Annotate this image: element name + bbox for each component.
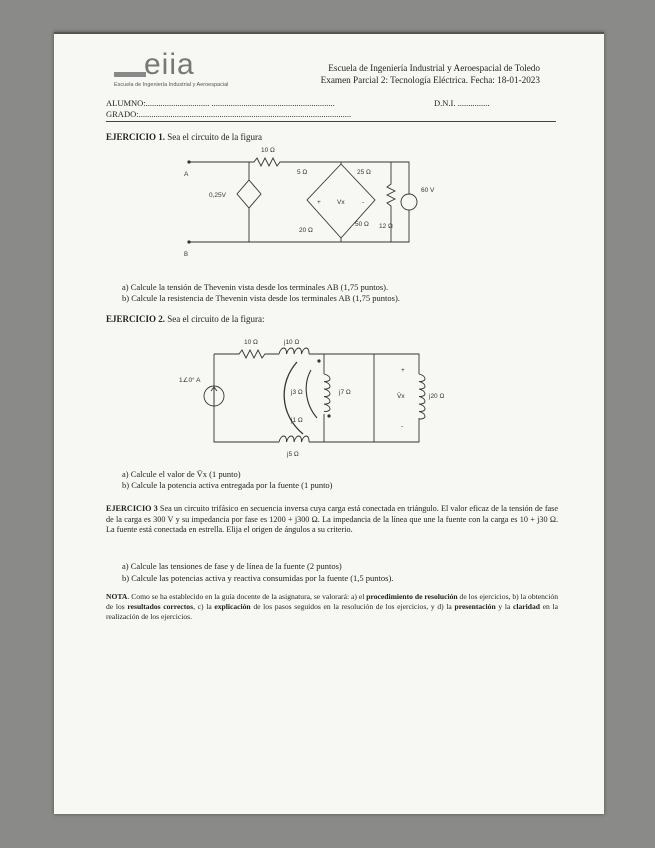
ex2-label-j7: j7 Ω [339, 389, 351, 396]
exam-sheet [54, 32, 604, 814]
ex1-label-12ohm: 12 Ω [379, 223, 393, 230]
ex3-text: Sea un circuito trifásico en secuencia inversa cuya carga está conectada en triángulo. El valor eficaz de la tensión de fase de la carga es 300 V y su impedancia por fase es 1200 + j300 Ω. La impedancia de la línea que une la fuente con la carga es 10 + j30 Ω. La fuente está conectada en estrella. Elija el origen de ángulos a su criterio. [106, 504, 558, 534]
ex1-question-b: b) Calcule la resistencia de Thevenin vista desde los terminales AB (1,75 puntos). [122, 293, 400, 303]
ex2-label-10ohm: 10 Ω [244, 339, 258, 346]
ex1-vx-plus: + [317, 199, 321, 206]
header-divider [106, 121, 556, 122]
ex2-question-b: b) Calcule la potencia activa entregada por la fuente (1 punto) [122, 480, 333, 490]
dni-line: D.N.I. ............... [434, 98, 490, 108]
ex1-question-a: a) Calcule la tensión de Thevenin vista desde los terminales AB (1,75 puntos). [122, 282, 389, 292]
ex1-node-a: A [184, 171, 189, 178]
ex2-vx-minus: - [401, 423, 404, 430]
ex1-circuit [179, 142, 439, 258]
ex1-label-60v: 60 V [421, 187, 435, 194]
exam-info: Examen Parcial 2: Tecnología Eléctrica. Fecha: 18-01-2023 [320, 75, 540, 85]
ex2-title: EJERCICIO 2. Sea el circuito de la figura: [106, 314, 265, 324]
ex2-label-j20: j20 Ω [429, 393, 445, 400]
ex1-vx-minus: - [362, 199, 365, 206]
ex1-label-10ohm: 10 Ω [261, 147, 275, 154]
ex2-question-a: a) Calcule el valor de V̄x (1 punto) [122, 469, 241, 479]
ex3-question-a: a) Calcule las tensiones de fase y de línea de la fuente (2 puntos) [122, 561, 342, 571]
degree-line: GRADO:.................................................................................................... [106, 109, 352, 119]
ex1-label-50ohm: 50 Ω [355, 221, 369, 228]
ex1-label-5ohm: 5 Ω [297, 169, 308, 176]
ex1-node-b: B [184, 252, 189, 258]
ex2-label-j10: j10 Ω [284, 339, 300, 346]
school-logo [114, 48, 229, 94]
ex1-label-vx: Vx [337, 199, 345, 206]
ex2-vx-plus: + [401, 367, 405, 374]
ex2-source-label: 1∠0° A [179, 377, 201, 384]
ex2-label-j1: j1 Ω [291, 417, 303, 424]
school-name: Escuela de Ingeniería Industrial y Aeroespacial de Toledo [328, 63, 540, 73]
ex3-statement [106, 504, 558, 536]
ex3-question-b: b) Calcule las potencias activa y reactiva consumidas por la fuente (1,5 puntos). [122, 573, 394, 583]
logo-bar [114, 72, 146, 77]
ex1-label-25ohm: 25 Ω [357, 169, 371, 176]
ex2-label-vx: V̄x [397, 393, 405, 400]
student-name-line: ALUMNO:.............................. .......................................................... [106, 98, 335, 108]
ex1-title: EJERCICIO 1. Sea el circuito de la figura [106, 132, 262, 142]
ex2-circuit [179, 334, 459, 462]
ex2-label-j5: j5 Ω [287, 451, 299, 458]
ex1-dep-source-label: 0,25V [209, 192, 226, 199]
ex3-title: EJERCICIO 3 [106, 504, 158, 513]
ex1-label-20ohm: 20 Ω [299, 227, 313, 234]
ex2-label-j3: j3 Ω [291, 389, 303, 396]
logo-subtitle: Escuela de Ingeniería Industrial y Aeroespacial [114, 82, 229, 88]
logo-word: eiia [144, 48, 195, 81]
grading-note: NOTA. Como se ha establecido en la guía docente de la asignatura, se valorará: a) el procedimiento de resolución de los ejercicios, b) la obtención de los resultados correctos, c) la explicación de los pasos seguidos en la resolución de los ejercicios, y d) la presentación y la claridad en la realización de los ejercicios. [106, 592, 559, 621]
exam-header [321, 62, 540, 86]
